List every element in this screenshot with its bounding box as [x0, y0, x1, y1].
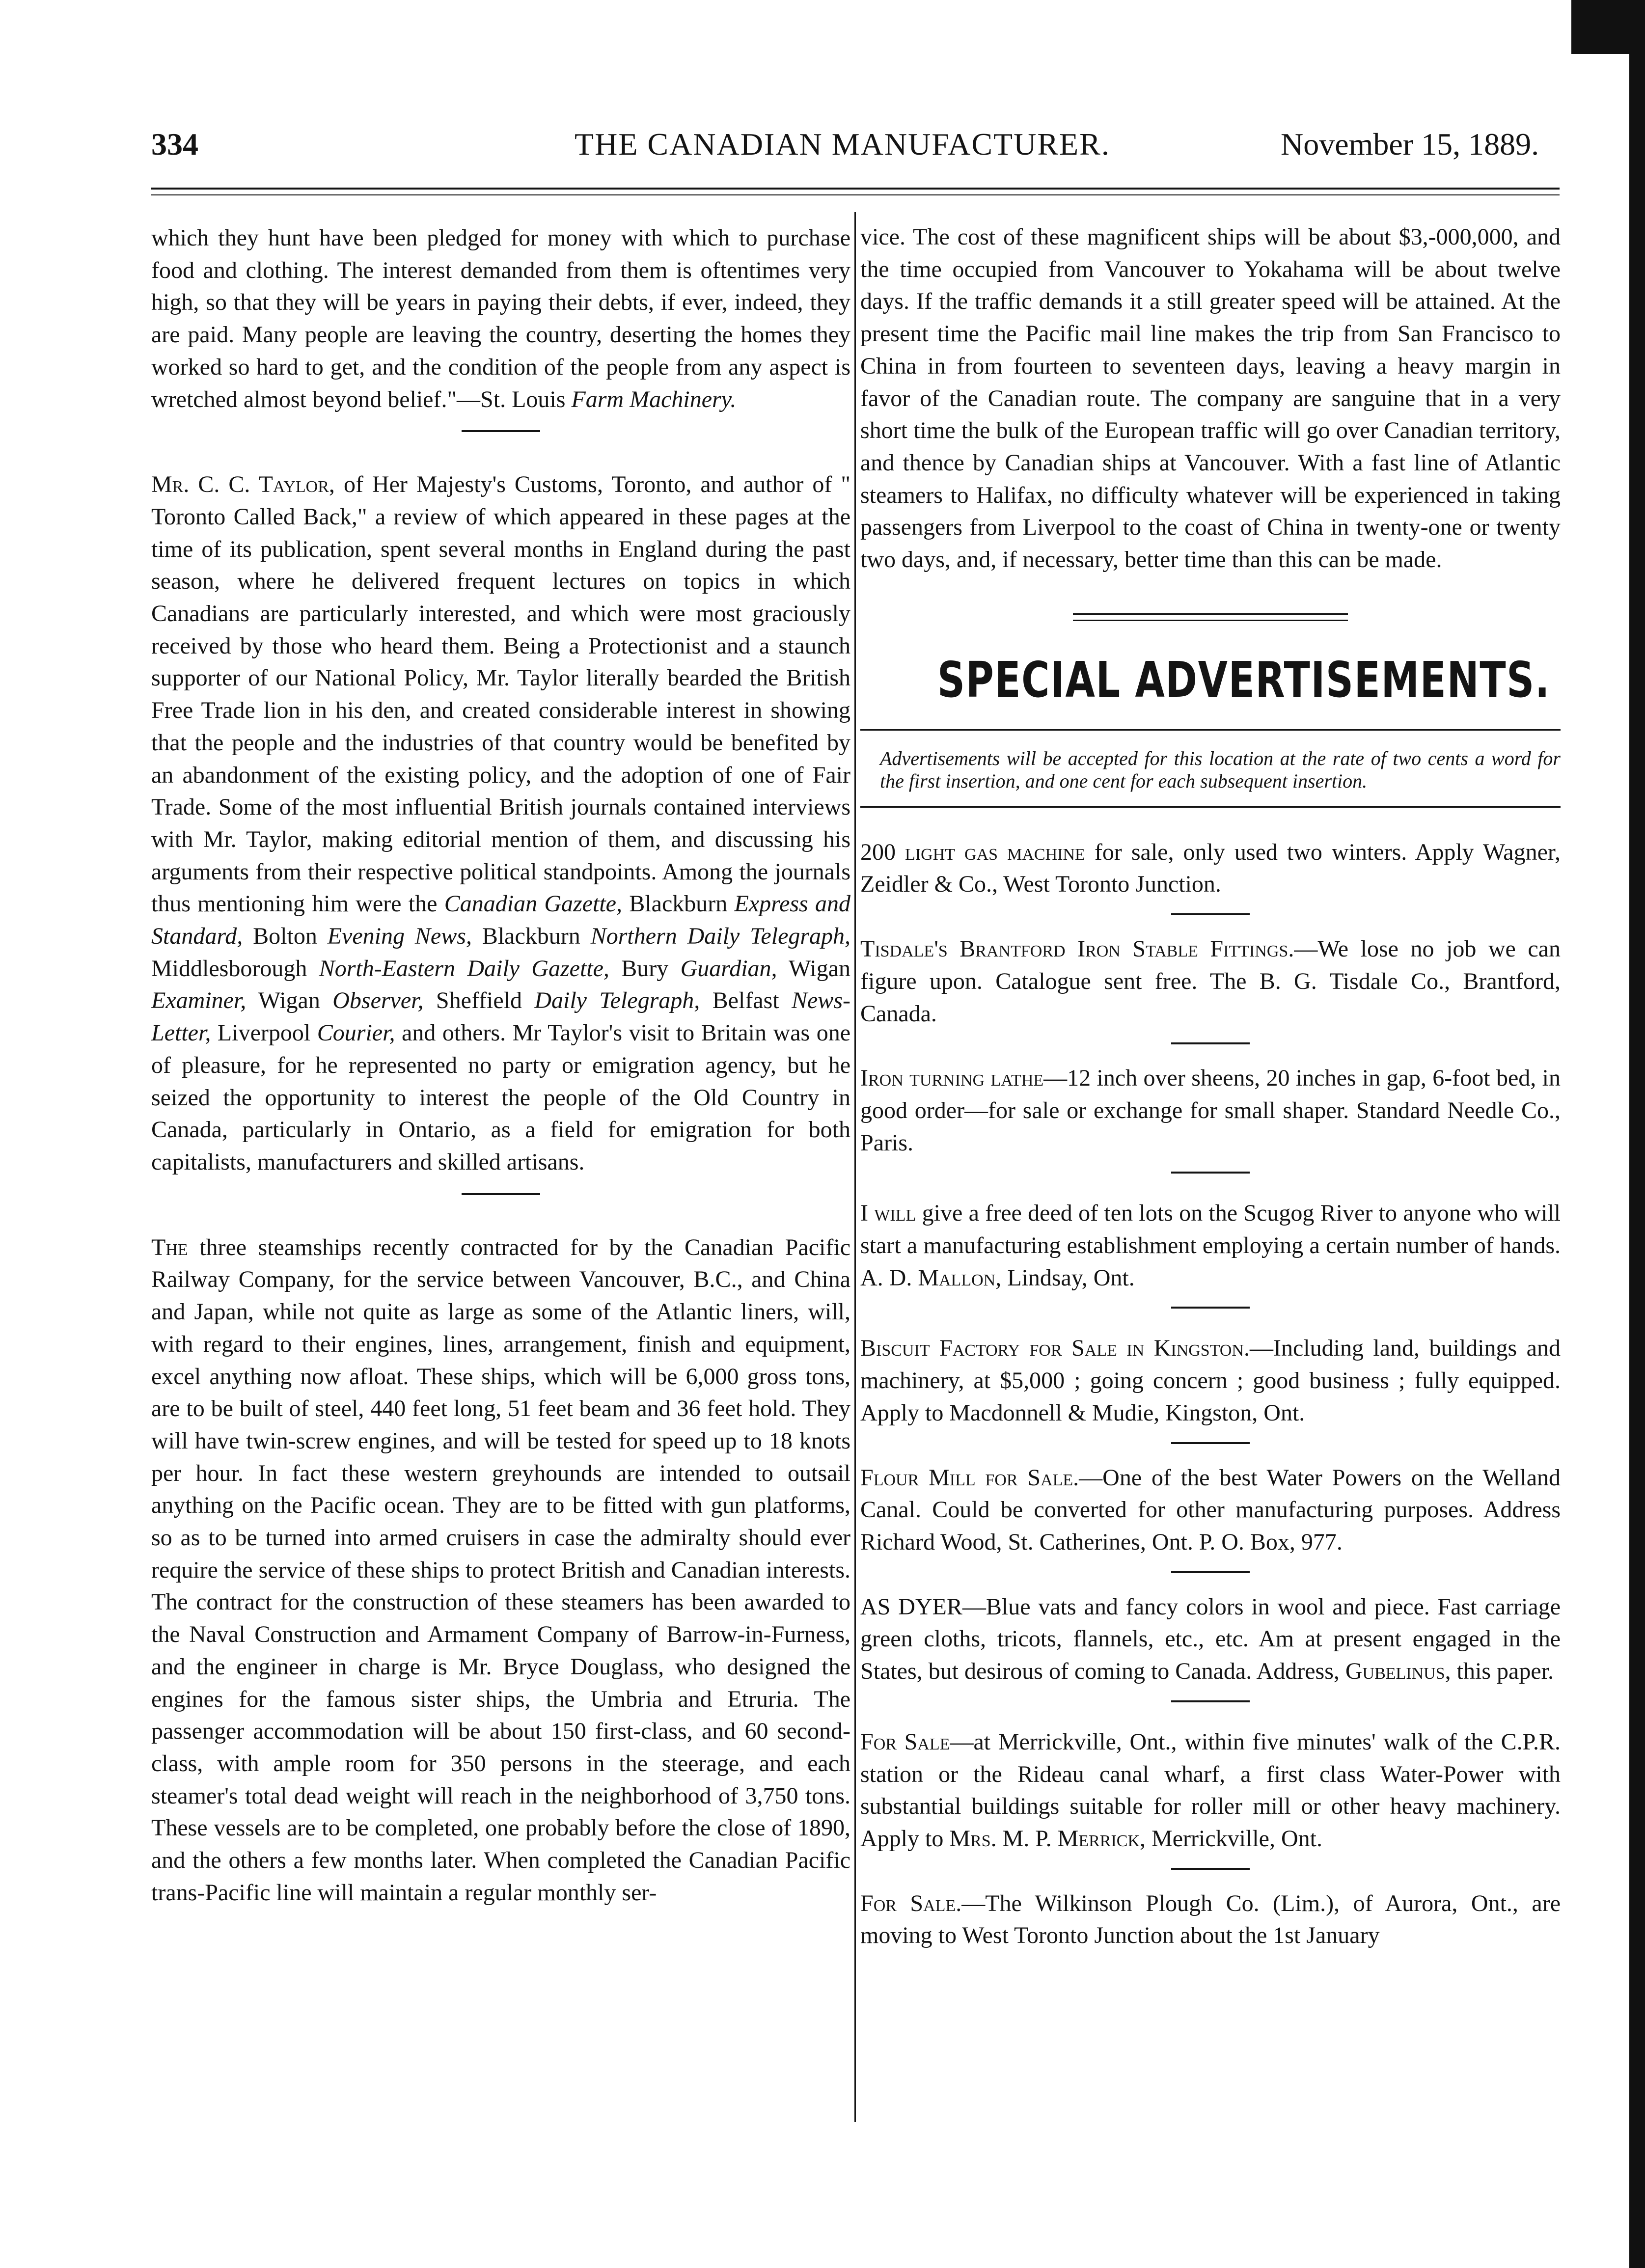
- ad-text: for sale, only used two winters. Apply Wagner, Zeidler & Co., West Toronto Junction.: [860, 839, 1561, 898]
- journal-town: Bury: [621, 955, 669, 982]
- journal-town: Sheffield: [436, 987, 522, 1014]
- journal-town: Middlesborough: [151, 955, 307, 982]
- column-divider: [854, 212, 856, 2122]
- journal-town: Wigan: [258, 987, 320, 1014]
- scan-corner-shadow: [1571, 0, 1645, 54]
- journal-name: Observer,: [332, 987, 424, 1014]
- ad-text: —The Wilkinson Plough Co. (Lim.), of Aurora, Ont., are moving to West Toronto Junction about the 1st January: [860, 1890, 1561, 1949]
- ad-lead: For Sale.: [860, 1890, 962, 1916]
- taylor-article: [151, 468, 850, 1178]
- ad-separator: [1171, 1307, 1250, 1309]
- journal-name: Express and Standard,: [151, 891, 851, 950]
- ads-rule-top: [860, 729, 1561, 731]
- ad-text: —12 inch over sheens, 20 inches in gap, 6-foot bed, in good order—for sale or exchange for small shaper. Standard Needle Co., Paris.: [860, 1065, 1561, 1156]
- journal-town: Belfast: [712, 987, 779, 1014]
- scan-edge-shadow: [1629, 0, 1645, 2268]
- page-number: 334: [151, 127, 198, 162]
- section-separator: [462, 430, 540, 432]
- journal-name: Daily Telegraph,: [534, 987, 700, 1014]
- ad-text: —Blue vats and fancy colors in wool and piece. Fast carriage green cloths, tricots, flannels, etc., etc. Am at present engaged in the States, but desirous of coming to Canada. Address,: [860, 1593, 1561, 1685]
- masthead-title: THE CANADIAN MANUFACTURER.: [575, 127, 1110, 162]
- ads-heading: SPECIAL ADVERTISEMENTS.: [937, 651, 1551, 709]
- journal-name: Examiner,: [151, 987, 247, 1014]
- header-rule-top: [151, 188, 1560, 190]
- article-text: and others. Mr Taylor's visit to Britain was one of pleasure, for he represented no party or emigration agency, but he seized the opportunity to interest the people of the Old Country in Canada, particularly in Ontario, as a field for emigration for both capitalists, manufacturers and skilled artisans.: [151, 1020, 851, 1175]
- journal-name: News-Letter,: [151, 987, 850, 1046]
- issue-date: November 15, 1889.: [1281, 127, 1539, 162]
- ad-flour-mill: [860, 1462, 1561, 1558]
- ad-text: —Including land, buildings and machinery, at $5,000 ; going concern ; good business ; fully equipped. Apply to Macdonnell & Mudie, Kingston, Ont.: [860, 1335, 1561, 1426]
- ad-merrickville: [860, 1726, 1561, 1855]
- right-column: [860, 221, 1561, 1952]
- journal-town: Bolton: [253, 923, 317, 950]
- ad-lead: Tisdale's Brantford Iron Stable Fittings.: [860, 936, 1294, 962]
- ad-lead: Iron turning lathe: [860, 1065, 1044, 1092]
- journal-name: Canadian Gazette,: [444, 891, 622, 917]
- journal-name: Evening News,: [327, 923, 472, 950]
- ad-separator: [1171, 1571, 1250, 1573]
- ad-tail: this paper.: [1456, 1658, 1554, 1685]
- ad-lead: Biscuit Factory for Sale in Kingston.: [860, 1335, 1250, 1362]
- ad-text: give a free deed of ten lots on the Scugog River to anyone who will start a manufacturing establishment employing a certain number of hands. A. D.: [860, 1200, 1561, 1291]
- journal-town: Blackburn: [629, 891, 728, 917]
- ads-rule-bottom: [860, 806, 1561, 808]
- ad-text: —We lose no job we can figure upon. Catalogue sent free. The B. G. Tisdale Co., Brantford, Canada.: [860, 936, 1561, 1027]
- left-column: [151, 222, 850, 1909]
- article-lead: Mr. C. C. Taylor,: [151, 471, 335, 498]
- ads-intro: Advertisements will be accepted for this location at the rate of two cents a word for the first insertion, and one cent for each subsequent insertion.: [880, 747, 1561, 792]
- ad-separator: [1171, 1700, 1250, 1702]
- ad-tail: Lindsay, Ont.: [1007, 1264, 1135, 1291]
- article-lead: The: [151, 1234, 188, 1260]
- ad-lathe: [860, 1062, 1561, 1159]
- ad-text: —One of the best Water Powers on the Welland Canal. Could be converted for other manufacturing purposes. Address Richard Wood, St. Catherines, Ont. P. O. Box, 977.: [860, 1464, 1561, 1555]
- ad-separator: [1171, 1042, 1250, 1044]
- ad-lead: I will: [860, 1200, 916, 1227]
- section-separator: [462, 1193, 540, 1195]
- steamships-article: [151, 1231, 850, 1909]
- ad-lead: For Sale: [860, 1728, 950, 1755]
- header-rule-bottom: [151, 194, 1560, 195]
- ad-tail: Merrickville, Ont.: [1152, 1825, 1322, 1852]
- ad-signature: Mrs. M. P. Merrick,: [949, 1825, 1146, 1852]
- ad-signature: Gubelinus,: [1345, 1658, 1451, 1685]
- farm-machinery-article: [151, 222, 850, 415]
- ad-separator: [1171, 913, 1250, 915]
- journal-name: North-Eastern Daily Gazette,: [319, 955, 609, 982]
- ad-dyer: [860, 1591, 1561, 1688]
- ad-separator: [1171, 1442, 1250, 1444]
- article-source: Farm Machinery.: [571, 386, 737, 412]
- ad-biscuit-factory: [860, 1332, 1561, 1429]
- ad-wilkinson-plough: [860, 1887, 1561, 1952]
- journal-name: Courier,: [317, 1020, 395, 1046]
- double-rule: [1073, 613, 1348, 621]
- ad-scugog-lots: [860, 1197, 1561, 1294]
- journal-name: Guardian,: [680, 955, 777, 982]
- article-text: three steamships recently contracted for by the Canadian Pacific Railway Company, for the service between Vancouver, B.C., and China and Japan, while not quite as large as some of the Atlantic liners, will, with regard to their engines, lines, arrangement, finish and equipment, excel anything now afloat. These ships, which will be 6,000 gross tons, are to be built of steel, 440 feet long, 51 feet beam and 36 feet hold. They will have twin-screw engines, and will be tested for speed up to 18 knots per hour. In fact these western greyhounds are intended to outsail anything on the Pacific ocean. They are to be fitted with gun platforms, so as to be turned into armed cruisers in case the admiralty should ever require the service of these ships to protect British and Canadian interests. The contract for the construction of these steamers has been awarded to the Naval Construction and Armament Company of Barrow-in-Furness, and the engineer in charge is Mr. Bryce Douglass, who designed the engines for the famous sister ships, the Umbria and Etruria. The passenger accommodation will be about 150 first-class, and 60 second-class, with ample room for 350 persons in the steerage, and each steamer's total dead weight will reach in the neighborhood of 3,750 tons. These vessels are to be completed, one probably before the close of 1890, and the others a few months later. When completed the Canadian Pacific trans-Pacific line will maintain a regular monthly ser-: [151, 1234, 851, 1906]
- ad-gas-machine: [860, 836, 1561, 901]
- journal-town: Liverpool: [217, 1020, 311, 1046]
- ad-signature: Mallon,: [918, 1264, 1002, 1291]
- ad-separator: [1171, 1172, 1250, 1174]
- ad-lead: AS DYER: [860, 1593, 962, 1620]
- ad-separator: [1171, 1868, 1250, 1870]
- ad-lead: 200 light gas machine: [860, 839, 1085, 865]
- steamships-continuation: vice. The cost of these magnificent ships will be about $3,-000,000, and the time occupied from Vancouver to Yokahama will be about twelve days. If the traffic demands it a still greater speed will be attained. At the present time the Pacific mail line makes the trip from San Francisco to China in from fourteen to seventeen days, leaving a heavy margin in favor of the Canadian route. The company are sanguine that in a very short time the bulk of the European traffic will go over Canadian territory, and thence by Canadian ships at Vancouver. With a fast line of Atlantic steamers to Halifax, no difficulty whatever will be experienced in taking passengers from Liverpool to the coast of China in twenty-one or twenty two days, and, if necessary, better time than this can be made.: [860, 224, 1561, 573]
- ad-tisdale: [860, 933, 1561, 1030]
- journal-town: Wigan: [789, 955, 851, 982]
- article-text: of Her Majesty's Customs, Toronto, and author of " Toronto Called Back," a review of which appeared in these pages at the time of its publication, spent several months in England during the past season, where he delivered frequent lectures on topics in which Canadians are particularly interested, and which were most graciously received by those who heard them. Being a Protectionist and a staunch supporter of our National Policy, Mr. Taylor literally bearded the British Free Trade lion in his den, and created considerable interest in showing that the people and the industries of that country would be benefited by an abandonment of the existing policy, and the adoption of one of Fair Trade. Some of the most influential British journals contained interviews with Mr. Taylor, making editorial mention of them, and discussing his arguments from their respective political standpoints. Among the journals thus mentioning him were the: [151, 471, 851, 917]
- journal-name: Northern Daily Telegraph,: [590, 923, 851, 950]
- article-text: which they hunt have been pledged for money with which to purchase food and clothing. The interest demanded from them is oftentimes very high, so that they will be years in paying their debts, if ever, indeed, they are paid. Many people are leaving the country, deserting the homes they worked so hard to get, and the condition of the people from any aspect is wretched almost beyond belief."—St. Louis: [151, 225, 850, 412]
- journal-town: Blackburn: [482, 923, 580, 950]
- ad-text: —at Merrickville, Ont., within five minutes' walk of the C.P.R. station or the Rideau canal wharf, a first class Water-Power with substantial buildings suitable for roller mill or other heavy machinery. Apply to: [860, 1728, 1561, 1852]
- ad-lead: Flour Mill for Sale.: [860, 1464, 1079, 1491]
